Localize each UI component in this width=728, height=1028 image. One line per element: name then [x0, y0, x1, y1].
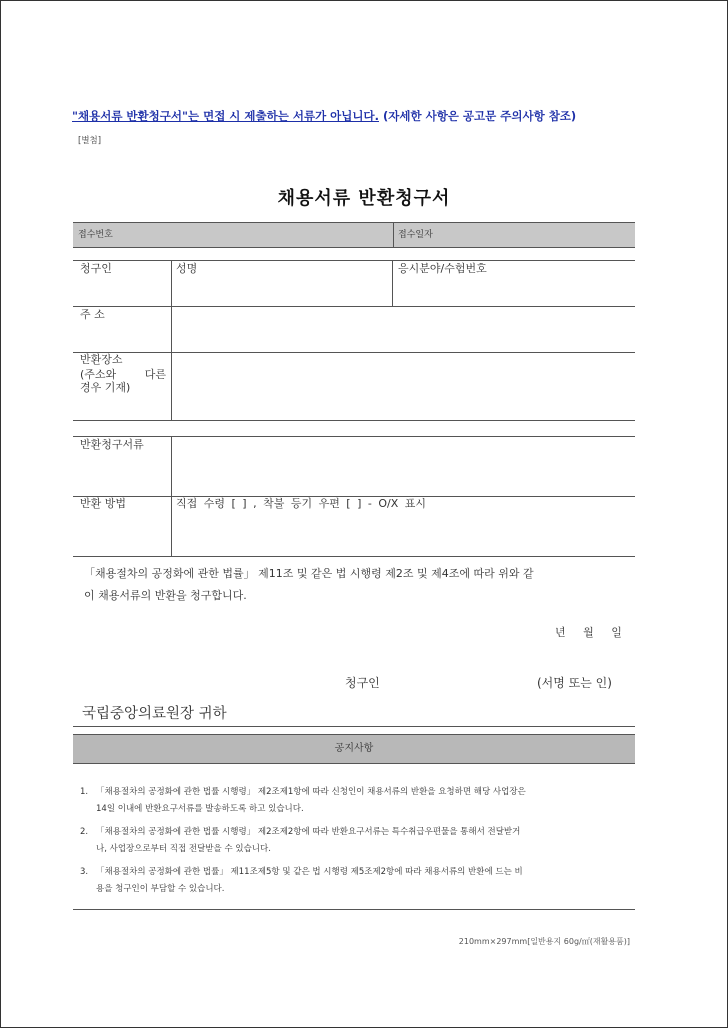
return-documents-field[interactable] — [173, 438, 634, 494]
row-divider — [73, 420, 635, 421]
receipt-bar — [73, 222, 635, 248]
form-top-rule — [73, 260, 635, 261]
notice-banner — [72, 108, 642, 124]
row-divider — [73, 436, 635, 437]
notice-underlined-text: "채용서류 반환청구서"는 면접 시 제출하는 서류가 아닙니다. — [72, 109, 379, 123]
return-documents-label: 반환청구서류 — [80, 438, 144, 451]
name-field[interactable] — [173, 276, 390, 304]
notice-rest-text: (자세한 사항은 공고문 주의사항 참조) — [379, 109, 577, 123]
return-place-field[interactable] — [173, 354, 634, 418]
recipient: 국립중앙의료원장 귀하 — [82, 706, 227, 722]
return-place-note: 경우 기재) — [80, 381, 131, 394]
notice-item-text: 나, 사업장으로부터 직접 전달받을 수 있습니다. — [96, 844, 271, 854]
notice-item-text: 「채용절차의 공정화에 관한 법률」 제11조제5항 및 같은 법 시행령 제5조제2항에 따라 채용서류의 반환에 드는 비 — [96, 867, 523, 877]
notice-item-text: 용을 청구인이 부담할 수 있습니다. — [96, 884, 225, 894]
return-method-label: 반환 방법 — [80, 497, 127, 510]
receipt-date-label: 접수일자 — [398, 230, 433, 240]
declaration-text — [84, 563, 634, 607]
field-exam-number-label: 응시분야/수험번호 — [398, 262, 487, 275]
receipt-number-label: 접수번호 — [78, 230, 113, 240]
declaration-line: 이 채용서류의 반환을 청구합니다. — [84, 589, 247, 602]
notice-item — [80, 864, 636, 898]
paper-spec: 210mm×297mm[일반용지 60g/㎡(재활용품)] — [458, 937, 630, 946]
notice-item-number: 3. — [80, 867, 89, 877]
notice-section-header: 공지사항 — [73, 734, 635, 764]
receipt-divider — [393, 222, 394, 247]
label-column-divider — [171, 436, 172, 556]
address-label: 주 소 — [80, 308, 105, 321]
notice-item — [80, 784, 636, 818]
row-divider — [73, 352, 635, 353]
row-divider — [73, 306, 635, 307]
form-bottom-rule — [73, 556, 635, 557]
notice-item-text: 14일 이내에 반환요구서류를 발송하도록 하고 있습니다. — [96, 804, 304, 814]
name-label: 성명 — [176, 262, 198, 275]
declaration-line: 「채용절차의 공정화에 관한 법률」 제11조 및 같은 법 시행령 제2조 및 제4조에 따라 위와 같 — [84, 567, 534, 580]
return-place-label: 반환장소 — [80, 353, 123, 366]
label-column-divider — [171, 260, 172, 420]
claimant-label: 청구인 — [80, 262, 112, 275]
signature-placeholder[interactable]: (서명 또는 인) — [537, 676, 612, 690]
notice-item-number: 2. — [80, 827, 89, 837]
return-place-note: (주소와 다른 — [80, 368, 166, 381]
claimant-sign-label: 청구인 — [345, 676, 380, 690]
notice-item-text: 「채용절차의 공정화에 관한 법률 시행령」 제2조제1항에 따라 신청인이 채용서류의 반환을 요청하면 해당 사업장은 — [96, 787, 526, 797]
date-line[interactable]: 년 월 일 — [555, 626, 622, 639]
name-field-divider — [392, 260, 393, 306]
address-field[interactable] — [173, 308, 634, 350]
document-title: 채용서류 반환청구서 — [277, 188, 451, 209]
notice-item — [80, 824, 636, 858]
footer-rule — [73, 909, 635, 910]
exam-number-field[interactable] — [394, 276, 634, 304]
recipient-rule — [73, 726, 635, 727]
annex-label: [별첨] — [78, 136, 102, 146]
notice-list — [80, 784, 636, 904]
notice-item-text: 「채용절차의 공정화에 관한 법률 시행령」 제2조제2항에 따라 반환요구서류는 특수취급우편물을 통해서 전달받거 — [96, 827, 521, 837]
notice-item-number: 1. — [80, 787, 89, 797]
return-method-options[interactable]: 직접 수령 [ ] , 착불 등기 우편 [ ] - O/X 표시 — [176, 497, 427, 510]
